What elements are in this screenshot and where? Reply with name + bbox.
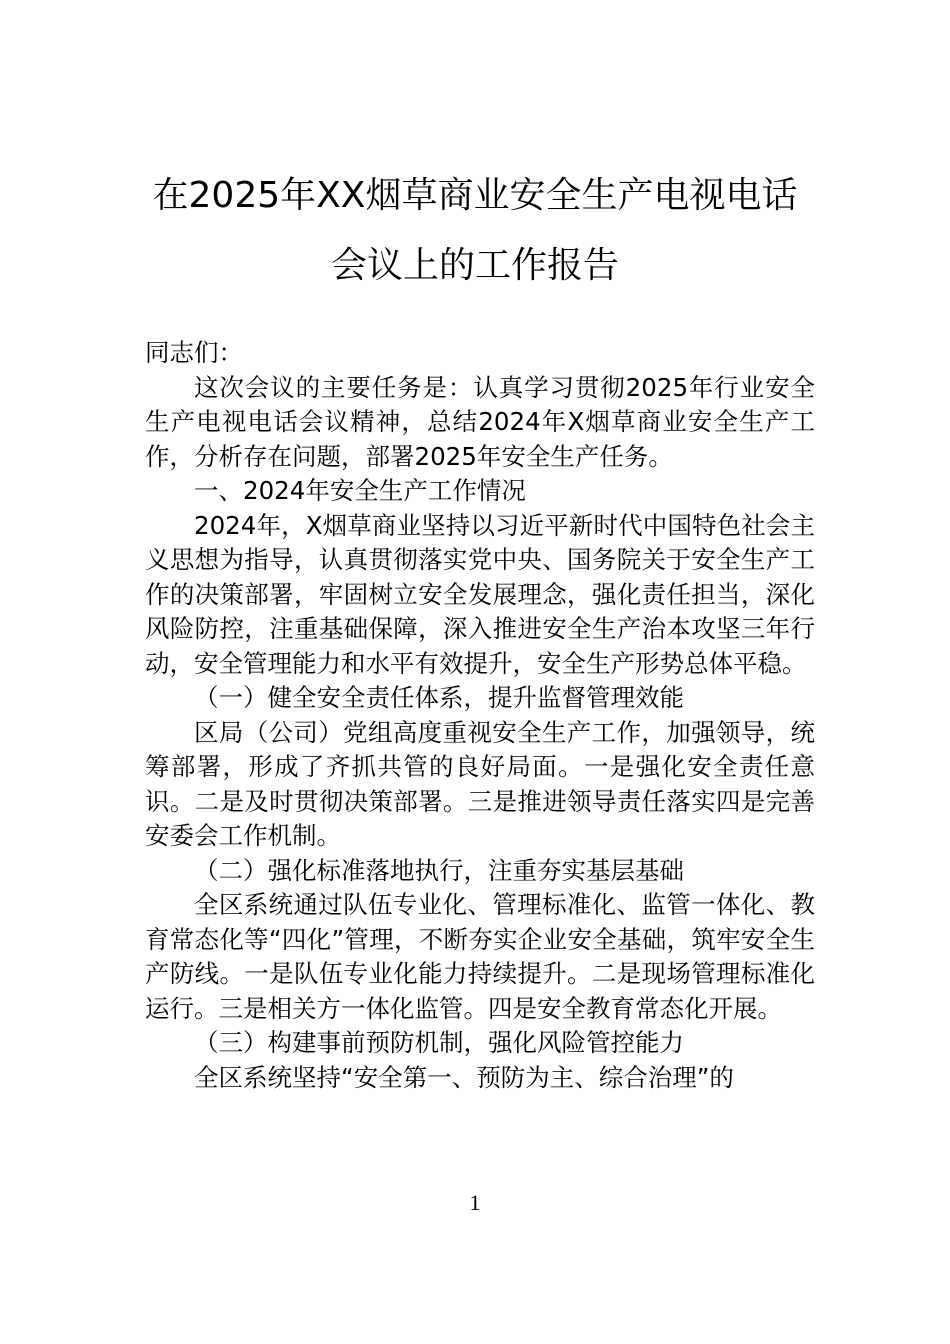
paragraph-prevention: 全区系统坚持“安全第一、预防为主、综合治理”的 [194, 1062, 734, 1092]
page-number: 1 [469, 1190, 481, 1215]
paragraph-overview: 2024年，X烟草商业坚持以习近平新时代中国特色社会主义思想为指导，认真贯彻落实党中央、国务院关于安全生产工作的决策部署，牢固树立安全发展理念，强化责任担当，深化风险防控，注重基础保障，深入推进安全生产治本攻坚三年行动，安全管理能力和水平有效提升，安全生产形势总体平稳。 [145, 510, 815, 678]
document-title-line-2: 会议上的工作报告 [330, 245, 619, 286]
paragraph-standards: 全区系统通过队伍专业化、管理标准化、监管一体化、教育常态化等“四化”管理，不断夯实企业安全基础，筑牢安全生产防线。一是队伍专业化能力持续提升。二是现场管理标准化运行。三是相关方一体化监管。四是安全教育常态化开展。 [145, 890, 815, 1023]
document-body [145, 336, 815, 1095]
paragraph-intro: 这次会议的主要任务是：认真学习贯彻2025年行业安全生产电视电话会议精神，总结2024年X烟草商业安全生产工作，分析存在问题，部署2025年安全生产任务。 [145, 372, 815, 471]
subsection-heading-3: （三）构建事前预防机制，强化风险管控能力 [194, 1028, 684, 1057]
subsection-heading-2: （二）强化标准落地执行，注重夯实基层基础 [194, 855, 684, 885]
subsection-heading-1: （一）健全安全责任体系，提升监督管理效能 [194, 683, 684, 712]
paragraph-responsibility: 区局（公司）党组高度重视安全生产工作，加强领导，统筹部署，形成了齐抓共管的良好局面。一是强化安全责任意识。二是及时贯彻决策部署。三是推进领导责任落实四是完善安委会工作机制。 [145, 717, 815, 850]
salutation: 同志们： [145, 338, 243, 367]
section-heading-1: 一、2024年安全生产工作情况 [194, 476, 526, 505]
document-title-line-1: 在2025年XX烟草商业安全生产电视电话 [152, 175, 798, 216]
